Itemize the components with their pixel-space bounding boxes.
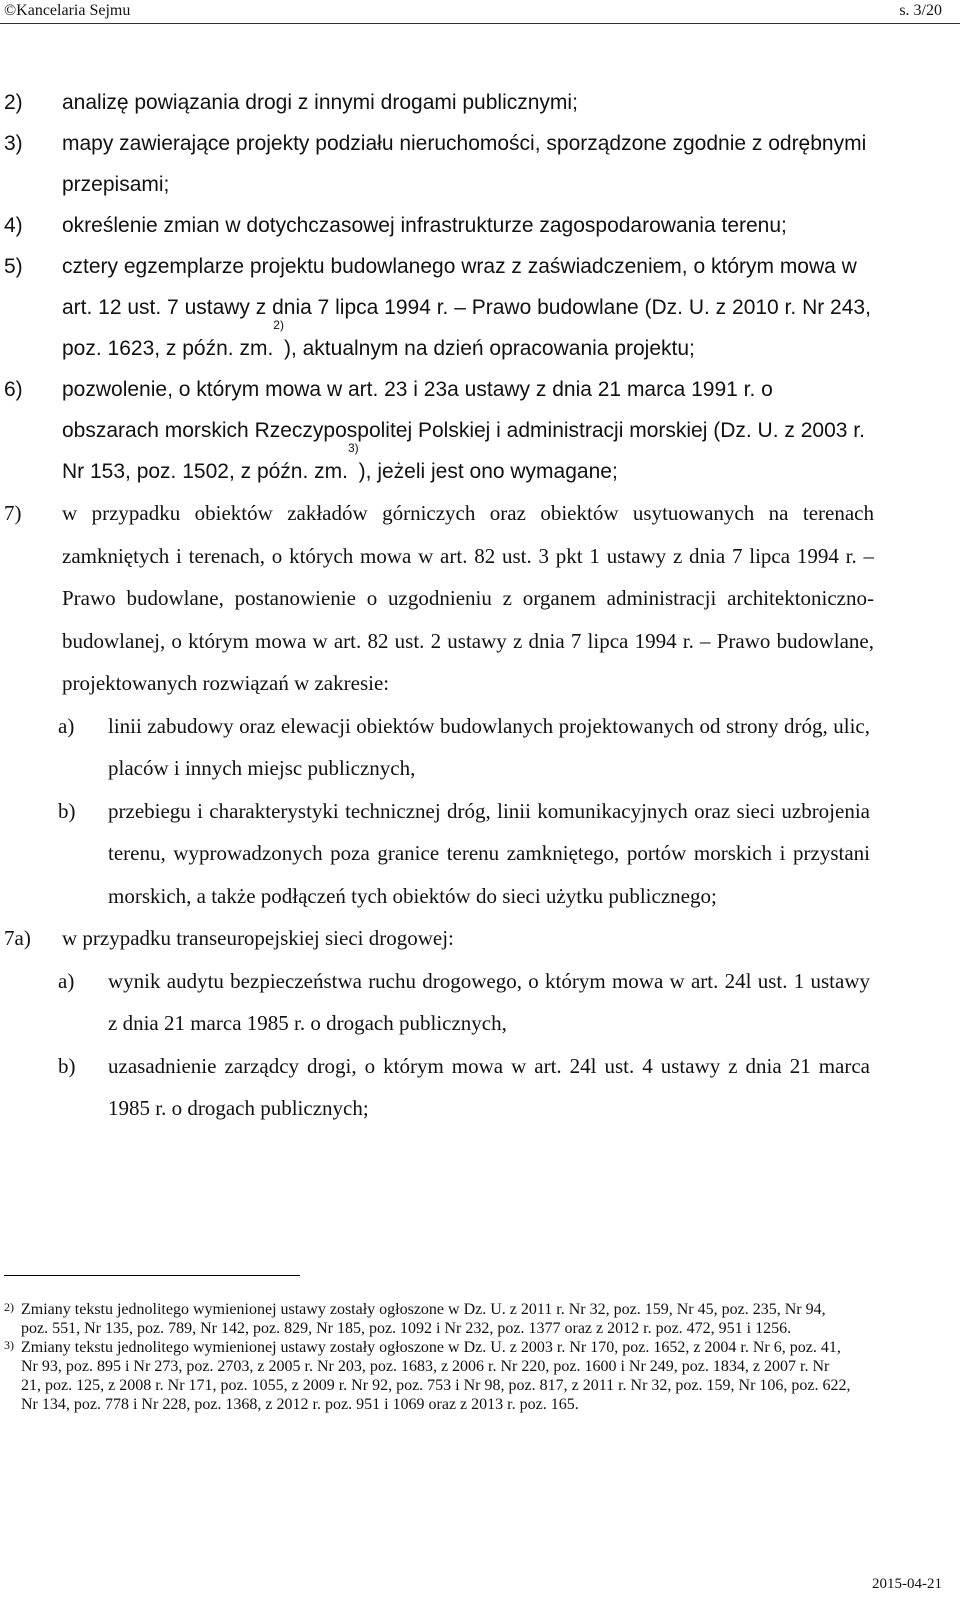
sub-item <box>58 705 960 790</box>
footnote-mark: 2) <box>4 1300 14 1314</box>
item-text: określenie zmian w dotychczasowej infrastrukturze zagospodarowania terenu; <box>62 214 787 237</box>
list-item <box>0 205 960 246</box>
item-number: 2) <box>4 91 23 114</box>
header-source: ©Kancelaria Sejmu <box>4 2 131 19</box>
footnote-text: Zmiany tekstu jednolitego wymienionej ustawy zostały ogłoszone w Dz. U. z 2011 r. Nr 32, poz. 159, Nr 45, poz. 235, Nr 94, poz. 551, Nr 135, poz. 789, Nr 142, poz. 829, Nr 185, poz. 1092 i Nr 232, poz. 1377 oraz z 2012 r. poz. 472, 951 i 1256. <box>21 1301 826 1337</box>
sub-item-letter: b) <box>58 1053 76 1078</box>
sub-item-text: linii zabudowy oraz elewacji obiektów budowlanych projektowanych od strony dróg, ulic, placów i innych miejsc publicznych, <box>108 713 870 780</box>
header-rule <box>0 23 960 24</box>
list-item <box>0 369 960 492</box>
sub-item <box>58 790 960 918</box>
item-text-part: ), aktualnym na dzień opracowania projektu; <box>283 337 695 360</box>
list-item <box>0 82 960 123</box>
footnote-mark: 3) <box>4 1338 14 1352</box>
sub-item <box>58 960 960 1045</box>
sub-item-letter: a) <box>58 713 75 738</box>
item-text: w przypadku transeuropejskiej sieci drogowej: <box>62 926 454 950</box>
list-item <box>0 246 960 369</box>
item-text-part: cztery egzemplarze projektu budowlanego wraz z zaświadczeniem, o którym mowa w art. 12 ust. 7 ustawy z dnia 7 lipca 1994 r. – Prawo budowlane (Dz. U. z 2010 r. Nr 243, poz. 1623, z późn. zm. <box>62 255 871 360</box>
item-number: 4) <box>4 214 23 237</box>
page-header <box>0 2 960 24</box>
sub-item-text: uzasadnienie zarządcy drogi, o którym mowa w art. 24l ust. 4 ustawy z dnia 21 marca 1985 r. o drogach publicznych; <box>108 1053 870 1120</box>
footnote <box>4 1300 854 1338</box>
document-date: 2015-04-21 <box>872 1576 942 1592</box>
sub-item-text: przebiegu i charakterystyki technicznej dróg, linii komunikacyjnych oraz sieci uzbrojenia terenu, wyprowadzonych poza granice terenu zamkniętego, portów morskich i przystani morskich, a także podłączeń tych obiektów do sieci użytku publicznego; <box>108 798 870 908</box>
item-text-part: pozwolenie, o którym mowa w art. 23 i 23a ustawy z dnia 21 marca 1991 r. o obszarach morskich Rzeczypospolitej Polskiej i administracji morskiej (Dz. U. z 2003 r. Nr 153, poz. 1502, z późn. zm. <box>62 378 865 483</box>
document-body <box>0 82 960 1130</box>
item-text: analizę powiązania drogi z innymi drogami publicznymi; <box>62 91 578 114</box>
list-item <box>0 492 960 705</box>
list-item <box>0 123 960 205</box>
footnote-text: Zmiany tekstu jednolitego wymienionej ustawy zostały ogłoszone w Dz. U. z 2003 r. Nr 170, poz. 1652, z 2004 r. Nr 6, poz. 41, Nr 93, poz. 895 i Nr 273, poz. 2703, z 2005 r. Nr 203, poz. 1683, z 2006 r. Nr 220, poz. 1600 i Nr 249, poz. 1834, z 2007 r. Nr 21, poz. 125, z 2008 r. Nr 171, poz. 1055, z 2009 r. Nr 92, poz. 753 i Nr 98, poz. 817, z 2011 r. Nr 32, poz. 159, Nr 106, poz. 622, Nr 134, poz. 778 i Nr 228, poz. 1368, z 2012 r. poz. 951 i 1069 oraz z 2013 r. poz. 165. <box>21 1339 851 1413</box>
header-page-number: s. 3/20 <box>899 2 942 19</box>
footnote-separator <box>4 1275 300 1276</box>
item-text-part: ), jeżeli jest ono wymagane; <box>358 460 618 483</box>
sub-item-letter: a) <box>58 968 75 993</box>
item-number: 7a) <box>4 926 31 950</box>
item-text <box>62 369 874 492</box>
item-text <box>62 246 874 369</box>
item-number: 7) <box>4 501 22 525</box>
item-text: mapy zawierające projekty podziału nieruchomości, sporządzone zgodnie z odrębnymi przepisami; <box>62 132 867 196</box>
footnote <box>4 1338 854 1414</box>
item-text: w przypadku obiektów zakładów górniczych oraz obiektów usytuowanych na terenach zamkniętych i terenach, o których mowa w art. 82 ust. 3 pkt 1 ustawy z dnia 7 lipca 1994 r. – Prawo budowlane, postanowienie o uzgodnieniu z organem administracji architektoniczno-budowlanej, o którym mowa w art. 82 ust. 2 ustawy z dnia 7 lipca 1994 r. – Prawo budowlane, projektowanych rozwiązań w zakresie: <box>62 501 874 695</box>
list-item <box>0 917 960 960</box>
item-number: 3) <box>4 132 23 155</box>
sub-item <box>58 1045 960 1130</box>
sub-item-letter: b) <box>58 798 76 823</box>
item-number: 5) <box>4 255 23 278</box>
footnotes <box>4 1300 854 1414</box>
footnote-ref: 2) <box>273 318 284 332</box>
sub-item-text: wynik audytu bezpieczeństwa ruchu drogowego, o którym mowa w art. 24l ust. 1 ustawy z dnia 21 marca 1985 r. o drogach publicznych, <box>108 968 870 1035</box>
footnote-ref: 3) <box>347 441 359 455</box>
item-number: 6) <box>4 378 23 401</box>
